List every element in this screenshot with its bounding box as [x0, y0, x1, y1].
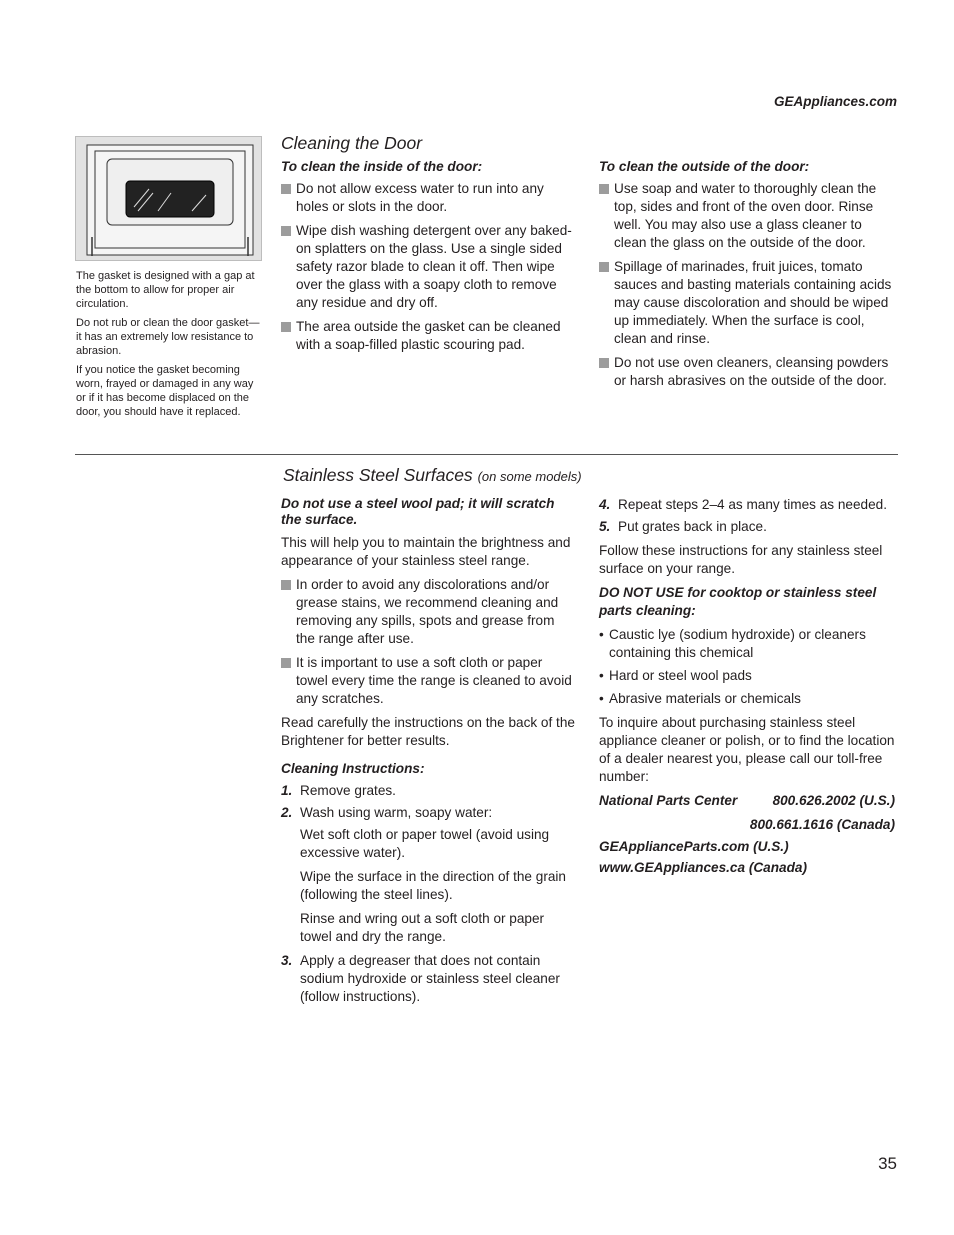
- step-text: Put grates back in place.: [618, 519, 767, 534]
- list-item: [281, 576, 577, 648]
- list-item-text: Do not use oven cleaners, cleansing powders or harsh abrasives on the outside of the door.: [614, 355, 889, 388]
- list-item: [281, 222, 577, 312]
- list-item-text: In order to avoid any discolorations and/or grease stains, we recommend cleaning and removing any spills, spots and grease from the range after use.: [296, 577, 559, 646]
- door-outside-heading: To clean the outside of the door:: [599, 159, 810, 174]
- caption-gasket-gap: The gasket is designed with a gap at the bottom to allow for proper air circulation.: [76, 270, 255, 310]
- door-inside-heading: To clean the inside of the door:: [281, 159, 483, 174]
- steel-follow-note: Follow these instructions for any stainless steel surface on your range.: [599, 543, 883, 576]
- cleaning-steps-right: [599, 496, 895, 536]
- caption-gasket-rub: Do not rub or clean the door gasket—it has an extremely low resistance to abrasion.: [76, 317, 260, 357]
- oven-door-drawing: [76, 137, 261, 260]
- site-url: GEAppliances.com: [773, 94, 897, 109]
- list-item: [599, 626, 895, 662]
- step-number: 3.: [281, 953, 293, 968]
- list-item: [281, 654, 577, 708]
- bullet-icon: •: [599, 668, 604, 683]
- cleaning-instructions-heading: Cleaning Instructions:: [281, 761, 425, 776]
- door-section-title: Cleaning the Door: [281, 133, 423, 153]
- caption-gasket-replace: If you notice the gasket becoming worn, frayed or damaged in any way or if it has become displaced on the door, you should have it replaced.: [76, 364, 254, 418]
- list-item-text: Caustic lye (sodium hydroxide) or cleaners containing this chemical: [609, 627, 866, 660]
- step-text: Apply a degreaser that does not contain sodium hydroxide or stainless steel cleaner (follow instructions).: [300, 953, 560, 1004]
- list-item: [599, 690, 895, 708]
- steel-tips-list: [281, 576, 577, 708]
- door-inside-column: [281, 158, 577, 360]
- list-item-text: It is important to use a soft cloth or paper towel every time the range is cleaned to avoid any scratches.: [296, 655, 572, 706]
- square-bullet-icon: [281, 226, 291, 236]
- list-item-text: Wipe dish washing detergent over any baked-on splatters on the glass. Use a single sided safety razor blade to clean it off. Then wipe over the glass with a soapy cloth to remove any residue and dry off.: [296, 223, 572, 310]
- website-us[interactable]: GEApplianceParts.com (U.S.): [599, 839, 789, 854]
- steel-right-column: [599, 496, 895, 877]
- steel-read-note: Read carefully the instructions on the back of the Brightener for better results.: [281, 715, 575, 748]
- list-item: [599, 180, 895, 252]
- step-text: Wash using warm, soapy water:: [300, 805, 493, 820]
- step-item: [599, 496, 895, 514]
- steel-section-title: [283, 464, 582, 488]
- list-item: [281, 180, 577, 216]
- list-item: [281, 318, 577, 354]
- step-number: 2.: [281, 805, 293, 820]
- website-canada[interactable]: www.GEAppliances.ca (Canada): [599, 860, 807, 875]
- door-inside-list: [281, 180, 577, 354]
- square-bullet-icon: [281, 658, 291, 668]
- square-bullet-icon: [281, 184, 291, 194]
- inquire-note: To inquire about purchasing stainless steel appliance cleaner or polish, or to find the location of a dealer nearest you, please call our toll-free number:: [599, 715, 895, 784]
- do-not-use-heading: DO NOT USE for cooktop or stainless steel parts cleaning:: [599, 585, 877, 618]
- phone-canada: 800.661.1616 (Canada): [749, 817, 895, 832]
- step-item: [599, 518, 895, 536]
- step-text: Repeat steps 2–4 as many times as needed.: [618, 497, 888, 512]
- substep-wet-cloth: Wet soft cloth or paper towel (avoid using excessive water).: [300, 827, 550, 860]
- cleaning-steps: [281, 782, 577, 822]
- phone-us: 800.626.2002 (U.S.): [772, 793, 895, 808]
- list-item: [599, 667, 895, 685]
- list-item-text: Use soap and water to thoroughly clean the top, sides and front of the oven door. Rinse well. You may also use a glass cleaner to clean the glass on the outside of the door.: [614, 181, 877, 250]
- door-outside-column: [599, 158, 895, 396]
- square-bullet-icon: [599, 358, 609, 368]
- cleaning-steps-continued: [281, 952, 577, 1006]
- square-bullet-icon: [281, 580, 291, 590]
- list-item-text: Spillage of marinades, fruit juices, tomato sauces and basting materials containing acids may cause discoloration and should be wiped up immediately. When the surface is cool, clean and rinse.: [614, 259, 892, 346]
- bullet-icon: •: [599, 627, 604, 642]
- step-text: Remove grates.: [300, 783, 396, 798]
- step-item: [281, 804, 577, 822]
- steel-left-column: [281, 496, 577, 1012]
- section-divider: [75, 454, 898, 455]
- substep-wipe-grain: Wipe the surface in the direction of the grain (following the steel lines).: [300, 869, 566, 902]
- steel-intro: This will help you to maintain the brightness and appearance of your stainless steel range.: [281, 535, 571, 568]
- list-item-text: Hard or steel wool pads: [609, 668, 752, 683]
- substep-rinse-dry: Rinse and wring out a soft cloth or paper towel and dry the range.: [300, 911, 545, 944]
- step-item: [281, 782, 577, 800]
- contact-line: [599, 792, 895, 810]
- door-outside-list: [599, 180, 895, 390]
- square-bullet-icon: [599, 184, 609, 194]
- step-item: [281, 952, 577, 1006]
- bullet-icon: •: [599, 691, 604, 706]
- step-number: 5.: [599, 519, 611, 534]
- steel-warning: Do not use a steel wool pad; it will scratch the surface.: [281, 496, 555, 527]
- list-item: [599, 354, 895, 390]
- list-item-text: Do not allow excess water to run into any holes or slots in the door.: [296, 181, 544, 214]
- do-not-use-list: [599, 626, 895, 708]
- list-item-text: Abrasive materials or chemicals: [609, 691, 801, 706]
- list-item-text: The area outside the gasket can be cleaned with a soap-filled plastic scouring pad.: [296, 319, 561, 352]
- page-number: 35: [878, 1154, 897, 1173]
- steel-title-note: (on some models): [477, 469, 582, 484]
- square-bullet-icon: [599, 262, 609, 272]
- step-number: 1.: [281, 783, 293, 798]
- oven-door-illustration: [75, 136, 262, 261]
- steel-title-text: Stainless Steel Surfaces: [283, 465, 473, 485]
- list-item: [599, 258, 895, 348]
- step-number: 4.: [599, 497, 611, 512]
- square-bullet-icon: [281, 322, 291, 332]
- gasket-caption: [76, 269, 262, 424]
- parts-center-name: National Parts Center: [599, 793, 738, 808]
